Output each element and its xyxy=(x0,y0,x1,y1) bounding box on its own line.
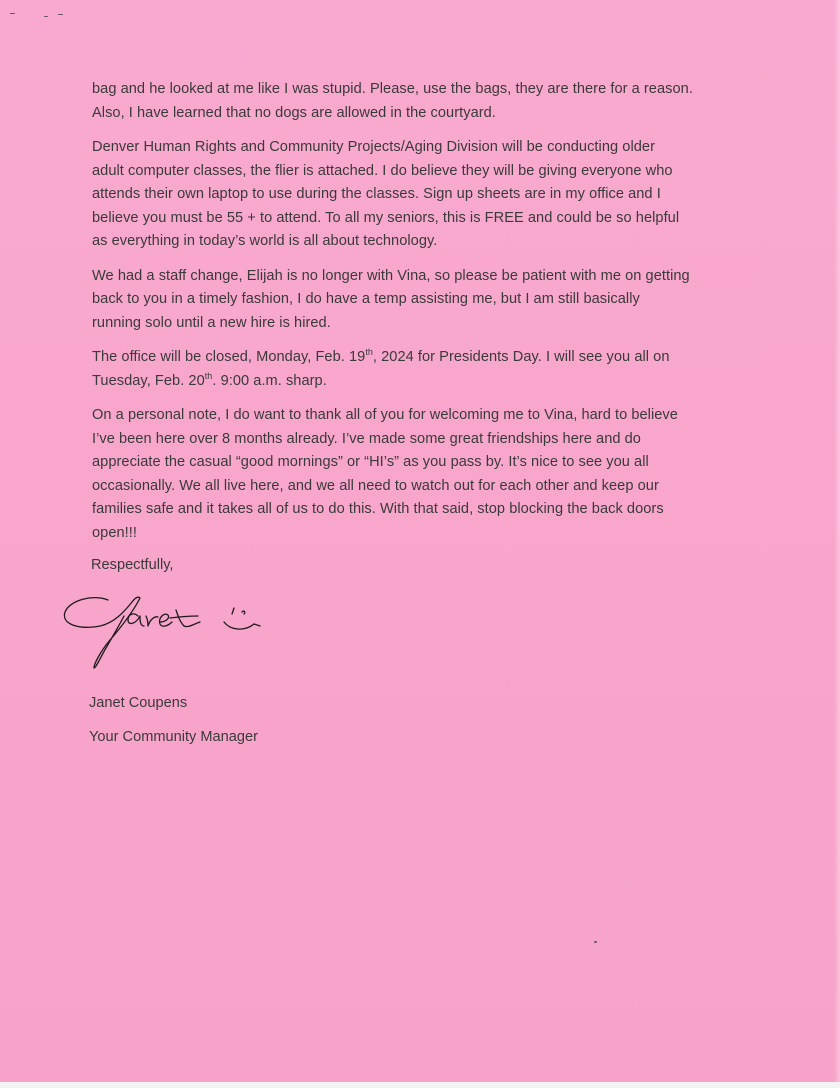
text-line: families safe and it takes all of us to do this. With that said, stop blocking the back doors xyxy=(92,501,664,517)
text-line: running solo until a new hire is hired. xyxy=(92,314,331,331)
signer-name: Janet Coupens xyxy=(89,695,188,711)
text-fragment: Tuesday, Feb. 20 xyxy=(92,372,205,389)
closing-salutation: Respectfully, xyxy=(91,557,174,573)
paragraph-computer-classes xyxy=(92,136,752,254)
paragraph-bags xyxy=(92,78,752,125)
text-line: back to you in a timely fashion, I do have a temp assisting me, but I am still basically xyxy=(92,291,640,307)
text-line: appreciate the casual “good mornings” or “HI’s” as you pass by. It’s nice to see you all xyxy=(92,454,649,470)
text-fragment: The office will be closed, Monday, Feb. 19 xyxy=(92,349,366,365)
text-line: I’ve been here over 8 months already. I’ve made some great friendships here and do xyxy=(92,430,641,447)
text-fragment: , 2024 for Presidents Day. I will see you all on xyxy=(372,349,670,365)
text-line: open!!! xyxy=(92,524,137,541)
ordinal-suffix: th xyxy=(365,347,373,358)
text-line xyxy=(92,370,752,394)
paper-edge xyxy=(834,0,840,1088)
letter-body xyxy=(92,78,752,556)
text-fragment: . 9:00 a.m. sharp. xyxy=(212,372,327,389)
ordinal-suffix: th xyxy=(204,370,213,381)
text-line: Also, I have learned that no dogs are allowed in the courtyard. xyxy=(92,104,496,121)
text-line xyxy=(92,346,752,370)
text-line: as everything in today’s world is all about technology. xyxy=(92,233,438,249)
text-line: bag and he looked at me like I was stupid. Please, use the bags, they are there for a reason. xyxy=(92,81,693,97)
text-line: We had a staff change, Elijah is no longer with Vina, so please be patient with me on getting xyxy=(92,267,690,284)
handwritten-signature xyxy=(58,586,268,676)
text-line: attends their own laptop to use during the classes. Sign up sheets are in my office and I xyxy=(92,186,661,202)
signer-title: Your Community Manager xyxy=(89,729,258,745)
text-line: believe you must be 55 + to attend. To all my seniors, this is FREE and could be so helpful xyxy=(92,209,680,226)
paragraph-office-closed xyxy=(92,346,752,393)
text-line: Denver Human Rights and Community Projects/Aging Division will be conducting older xyxy=(92,139,655,155)
paragraph-staff-change xyxy=(92,265,752,336)
scan-speck xyxy=(44,16,48,17)
text-line: occasionally. We all live here, and we all need to watch out for each other and keep our xyxy=(92,477,659,494)
scan-speck xyxy=(594,941,597,943)
paragraph-personal-note xyxy=(92,404,752,545)
scan-speck xyxy=(58,14,63,15)
paper-bottom-edge xyxy=(0,1082,840,1088)
text-line: adult computer classes, the flier is attached. I do believe they will be giving everyone who xyxy=(92,162,673,179)
scan-speck xyxy=(10,13,15,14)
text-line: On a personal note, I do want to thank all of you for welcoming me to Vina, hard to believe xyxy=(92,407,678,423)
